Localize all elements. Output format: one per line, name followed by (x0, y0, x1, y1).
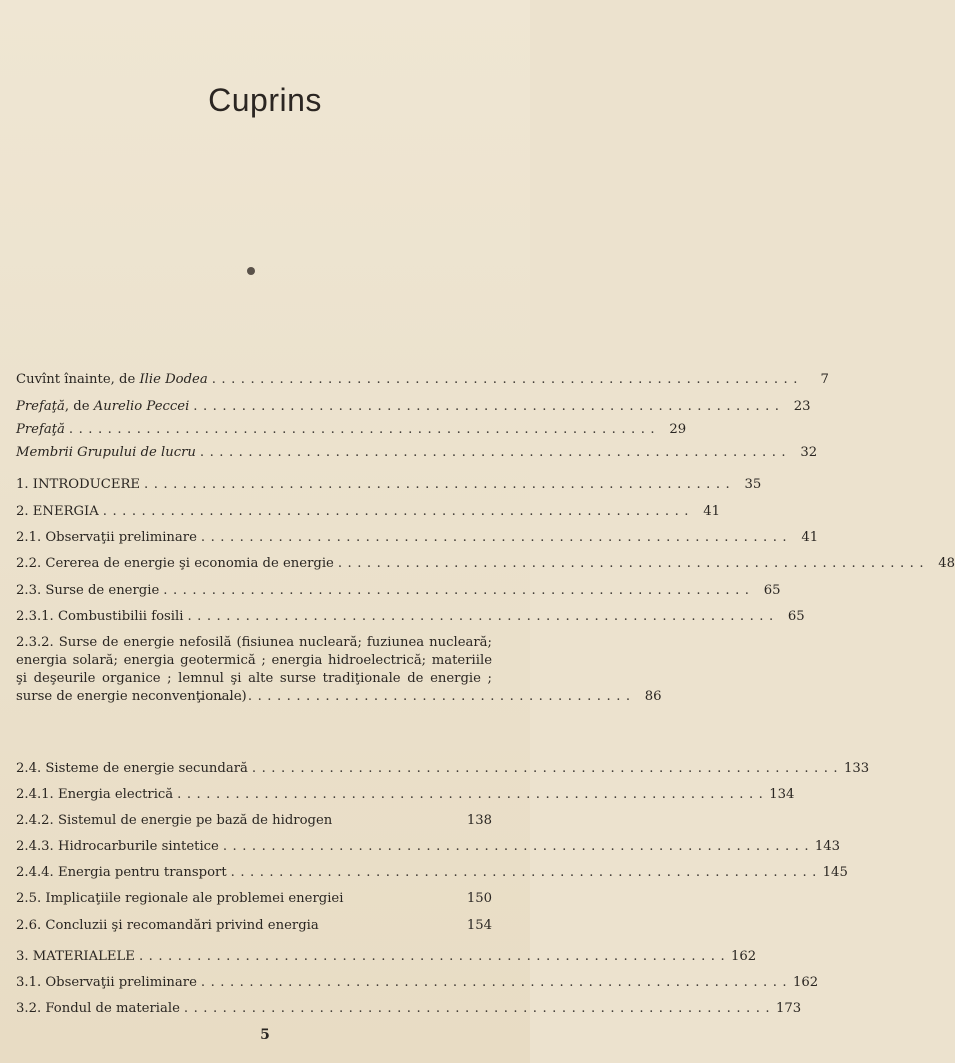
toc-page-number: 143 (814, 839, 841, 854)
toc-page-number: 162 (730, 949, 757, 964)
toc-entry (16, 421, 687, 439)
toc-page-number: 173 (775, 1001, 802, 1016)
toc-entry (16, 864, 848, 882)
toc-entry-title: 2.4.3. Hidrocarburile sintetice (16, 839, 219, 854)
leader-dots: ............................................................. (211, 372, 803, 387)
toc-entry (16, 444, 818, 462)
toc-entry (16, 608, 805, 626)
leader-dots: ............................................................. (187, 609, 779, 624)
toc-entry-title: 2.4.2. Sistemul de energie pe bază de hidrogen (16, 813, 333, 828)
leader-dots: ............................................................. (200, 975, 793, 990)
toc-entry-title: 2.1. Observaţii preliminare (16, 530, 197, 545)
toc-page-number: 133 (843, 761, 870, 776)
toc-page-number: 32 (800, 445, 818, 460)
toc-entry (16, 555, 955, 573)
toc-entry (16, 371, 829, 389)
toc-entry (16, 760, 870, 778)
toc-page-number: 150 (466, 891, 492, 906)
toc-page-number: 35 (744, 477, 762, 492)
toc-page-number: 145 (822, 865, 848, 880)
toc-entry-title: Prefaţă (16, 399, 65, 414)
toc-entry-title: 2.4. Sisteme de energie secundară (16, 761, 248, 776)
toc-entry-title: Prefaţă (16, 422, 65, 437)
toc-entry (16, 786, 795, 804)
leader-dots: ............................................................. (177, 787, 769, 802)
toc-entry-title: 1. INTRODUCERE (16, 477, 141, 492)
leader-dots: ............................................................. (163, 583, 755, 598)
leader-dots: ............................................................. (337, 556, 930, 571)
toc-entry-title: 3. MATERIALELE (16, 949, 135, 964)
leader-dots: ............................................................. (68, 422, 661, 437)
toc-entry (16, 812, 492, 830)
toc-entry (16, 398, 811, 416)
toc-entry (16, 529, 819, 547)
toc-entry (16, 917, 492, 935)
toc-entry-author: Aurelio Peccei (93, 399, 190, 414)
leader-dots: ............................................................. (222, 839, 815, 854)
toc-page-number: 134 (769, 787, 795, 802)
toc-entry (16, 1000, 802, 1018)
page-title: Cuprins (208, 82, 322, 118)
toc-page-number: 48 (938, 556, 955, 571)
toc-entry-author: Ilie Dodea (139, 372, 208, 387)
toc-entry-title: 2. ENERGIA (16, 504, 99, 519)
toc-entry-title: 3.1. Observaţii preliminare (16, 975, 197, 990)
toc-page-number: 23 (793, 399, 811, 414)
page-number: 5 (260, 1027, 270, 1043)
leader-dots: ............................................................. (144, 477, 736, 492)
toc-entry (16, 890, 492, 908)
toc-entry-title: Cuvînt înainte, de (16, 372, 140, 387)
leader-dots: ............................................................. (183, 1001, 776, 1016)
leader-dots: ............................................................. (199, 445, 792, 460)
leader-dots: ............................................................. (193, 399, 785, 414)
toc-page-number: 7 (820, 372, 829, 387)
toc-entry (16, 948, 757, 966)
toc-page-number: 86 (644, 689, 662, 704)
toc-entry (16, 634, 662, 706)
toc-entry-title: Membrii Grupului de lucru (16, 445, 196, 460)
toc-entry (16, 582, 781, 600)
toc-page-number: 41 (703, 504, 720, 519)
leader-dots: ............................................................. (230, 865, 822, 880)
leader-dots: ............................................................. (251, 761, 844, 776)
ornament-dot (247, 267, 255, 275)
toc-entry-title: 2.3.2. Surse de energie nefosilă (fisiunea nucleară; fuziunea nucleară; energia solară; energia geotermică ; energia hidroelectrică; materiile şi deşeurile organice ; lemnul şi alte surse tradiţionale de energie ; surse de energie neconvenţionale) (16, 635, 492, 704)
toc-entry (16, 503, 720, 521)
toc-entry-title: 2.2. Cererea de energie şi economia de energie (16, 556, 334, 571)
toc-page-number: 41 (801, 530, 819, 545)
toc-page-number: 162 (792, 975, 819, 990)
toc-entry-title: 2.3.1. Combustibilii fosili (16, 609, 184, 624)
toc-entry-connector: , de (64, 399, 94, 414)
leader-dots: ............................................. (199, 689, 636, 704)
toc-entry-title: 2.5. Implicaţiile regionale ale problemei energiei (16, 891, 344, 906)
toc-entry-title: 2.4.4. Energia pentru transport (16, 865, 227, 880)
leader-dots: ............................................................. (200, 530, 793, 545)
toc-entry (16, 838, 841, 856)
toc-entry-title: 2.4.1. Energia electrică (16, 787, 174, 802)
toc-entry-title: 2.3. Surse de energie (16, 583, 160, 598)
toc-entry (16, 476, 762, 494)
toc-page-number: 65 (763, 583, 781, 598)
leader-dots: ............................................................. (102, 504, 694, 519)
toc-entry-title: 2.6. Concluzii şi recomandări privind energia (16, 918, 319, 933)
leader-dots: ............................................................. (138, 949, 731, 964)
toc-entry (16, 974, 819, 992)
toc-page-number: 29 (669, 422, 687, 437)
toc-page-number: 65 (787, 609, 805, 624)
toc-entry-title: 3.2. Fondul de materiale (16, 1001, 180, 1016)
toc-page-number: 138 (466, 813, 492, 828)
toc-page-number: 154 (466, 918, 492, 933)
